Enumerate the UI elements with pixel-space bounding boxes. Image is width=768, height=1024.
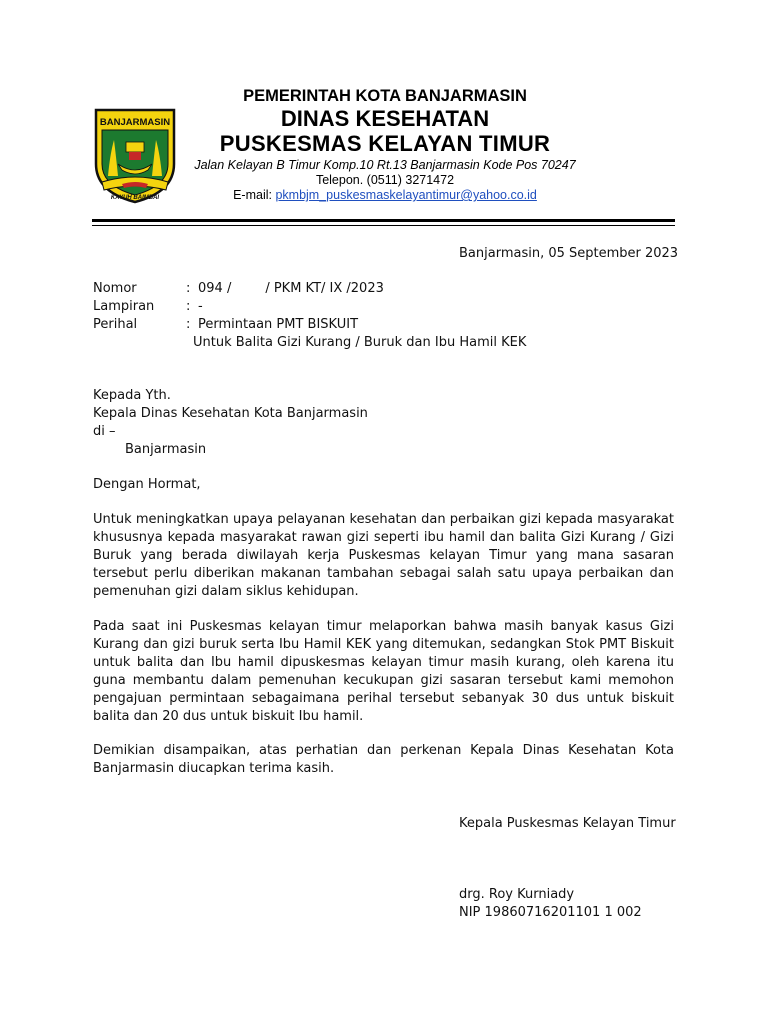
clinic-phone: Telepon. (0511) 3271472 (315, 173, 455, 187)
email-link[interactable]: pkmbjm_puskesmaskelayantimur@yahoo.co.id (275, 188, 537, 202)
recipient-city: Banjarmasin (125, 442, 207, 457)
body-paragraph-3: Demikian disampaikan, atas perhatian dan perkenan Kepala Dinas Kesehatan Kota Banjarmasin diucapkan terima kasih. (93, 743, 674, 777)
perihal-value-line2: Untuk Balita Gizi Kurang / Buruk dan Ibu Hamil KEK (193, 335, 527, 350)
lampiran-value: - (198, 299, 203, 314)
agency-name: DINAS KESEHATAN (280, 106, 490, 131)
perihal-label: Perihal (93, 317, 138, 332)
city-emblem-logo (92, 106, 178, 204)
letterhead-rule-thin (92, 225, 675, 226)
nomor-value (198, 280, 384, 298)
perihal-value: Permintaan PMT BISKUIT (198, 317, 359, 332)
lampiran-colon: : (186, 299, 191, 314)
perihal-colon: : (186, 317, 191, 332)
svg-text:KAYUH BAIMBAI: KAYUH BAIMBAI (110, 195, 160, 201)
signatory-nip: NIP 19860716201101 1 002 (459, 905, 642, 920)
nomor-value-b: / PKM KT/ IX /2023 (265, 281, 384, 296)
lampiran-label: Lampiran (93, 299, 155, 314)
letterhead (180, 86, 590, 203)
email-label: E-mail: (233, 188, 276, 202)
nomor-label: Nomor (93, 281, 137, 296)
clinic-name: PUSKESMAS KELAYAN TIMUR (219, 131, 551, 156)
salutation: Dengan Hormat, (93, 477, 201, 492)
signatory-name: drg. Roy Kurniady (459, 887, 575, 902)
body-paragraph-2: Pada saat ini Puskesmas kelayan timur melaporkan bahwa masih banyak kasus Gizi Kurang dan gizi buruk serta Ibu Hamil KEK yang ditemukan, sedangkan Stok PMT Biskuit untuk balita dan Ibu hamil dipuskesmas kelayan timur masih kurang, oleh karena itu guna membantu dalam pemenuhan kecukupan gizi sasaran tersebut kami memohon pengajuan permintaan sebagaimana perihal tersebut sebanyak 30 dus untuk biskuit balita dan 20 dus untuk biskuit Ibu hamil. (93, 619, 674, 725)
letter-date: Banjarmasin, 05 September 2023 (459, 246, 679, 261)
svg-text:BANJARMASIN: BANJARMASIN (99, 117, 171, 128)
government-name: PEMERINTAH KOTA BANJARMASIN (243, 87, 527, 105)
recipient-name: Kepala Dinas Kesehatan Kota Banjarmasin (93, 406, 368, 421)
letterhead-rule-thick (92, 219, 675, 222)
recipient-location-prefix: di – (93, 424, 116, 439)
clinic-email-line (180, 188, 590, 203)
body-paragraph-1: Untuk meningkatkan upaya pelayanan kesehatan dan perbaikan gizi kepada masyarakat khususnya kepada masyarakat rawan gizi seperti ibu hamil dan balita Gizi Kurang / Gizi Buruk yang berada diwilayah kerja Puskesmas kelayan Timur yang mana sasaran tersebut perlu diberikan makanan tambahan sebagai salah satu upaya perbaikan dan pemenuhan gizi dalam siklus kehidupan. (93, 512, 674, 600)
recipient-greeting: Kepada Yth. (93, 388, 171, 403)
nomor-value-a: 094 / (198, 281, 232, 296)
signatory-title: Kepala Puskesmas Kelayan Timur (459, 816, 676, 831)
clinic-address: Jalan Kelayan B Timur Komp.10 Rt.13 Banjarmasin Kode Pos 70247 (194, 158, 576, 172)
nomor-colon: : (186, 281, 191, 296)
